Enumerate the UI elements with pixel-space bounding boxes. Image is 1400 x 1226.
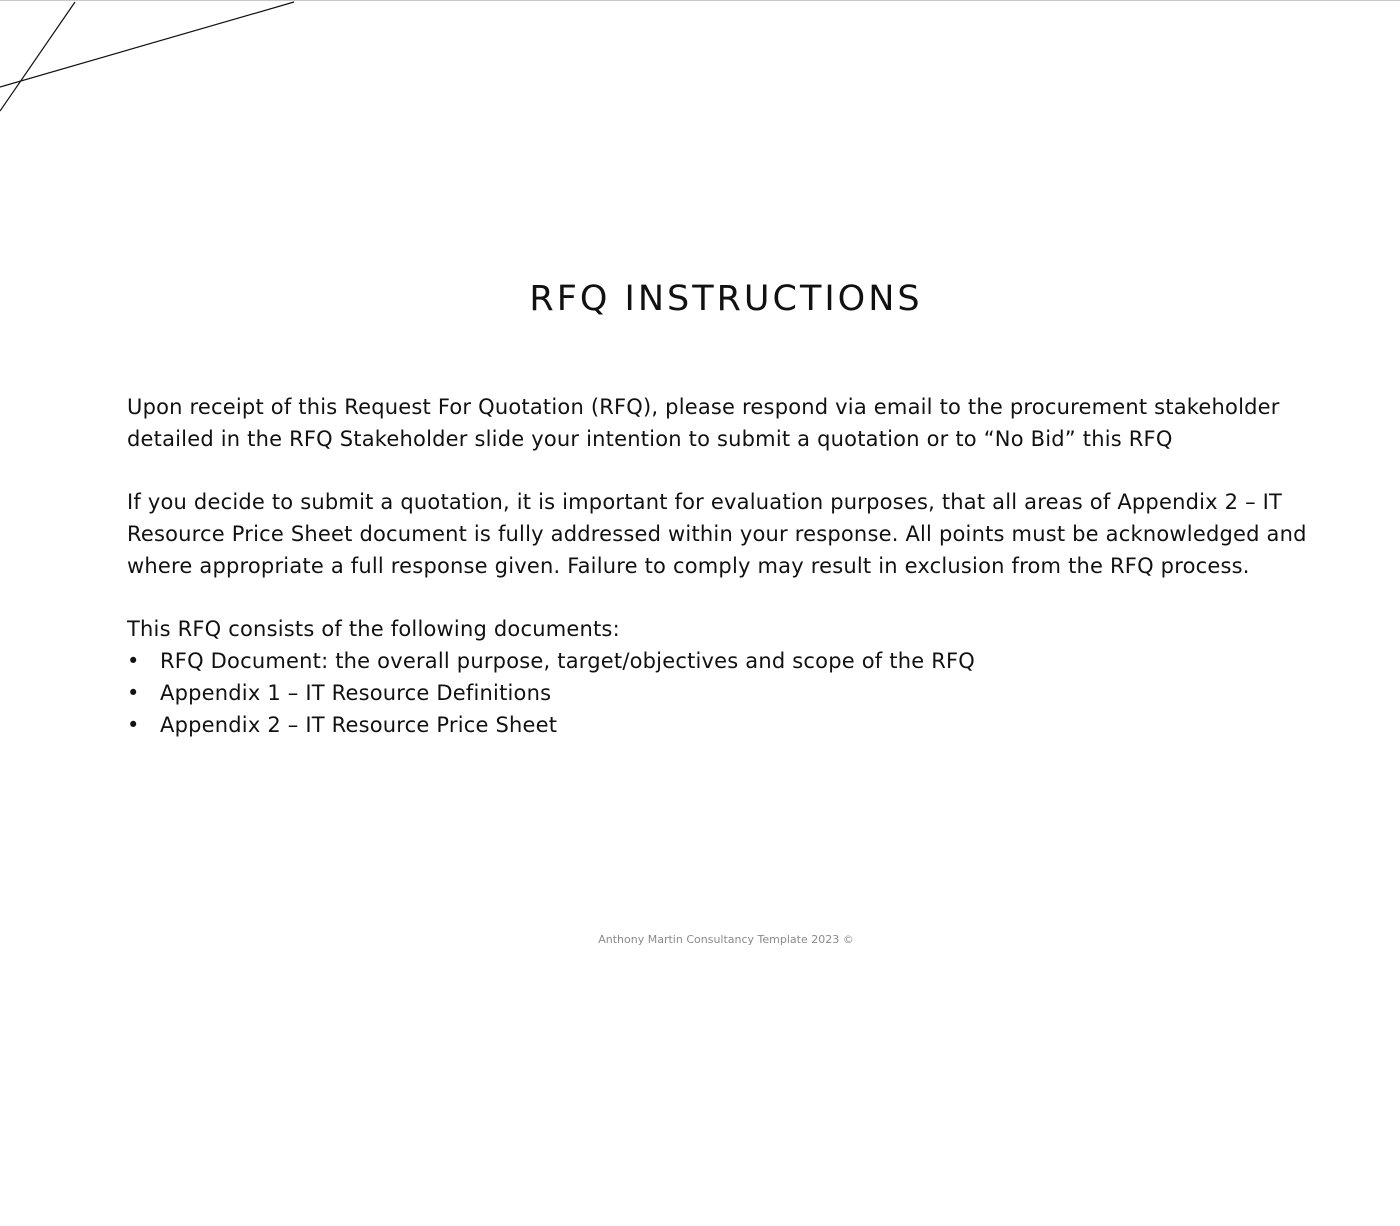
page-title: RFQ INSTRUCTIONS <box>529 279 923 319</box>
documents-list <box>127 645 1317 741</box>
bullet-icon: • <box>127 713 140 737</box>
bullet-icon: • <box>127 649 140 673</box>
document-name: RFQ Document: the overall purpose, target/objectives and scope of the RFQ <box>160 649 975 673</box>
diagonal-line-steep <box>0 2 75 111</box>
bullet-icon: • <box>127 681 140 705</box>
document-name: Appendix 1 – IT Resource Definitions <box>160 681 552 705</box>
diagonal-line-shallow <box>0 2 294 87</box>
footer-copyright: Anthony Martin Consultancy Template 2023 © <box>598 933 854 946</box>
corner-decoration-lines <box>0 0 300 115</box>
submission-paragraph: If you decide to submit a quotation, it is important for evaluation purposes, that all areas of Appendix 2 – IT Resource Price Sheet document is fully addressed within your response. All points must be acknowledged and where appropriate a full response given. Failure to comply may result in exclusion from the RFQ process. <box>127 490 1307 578</box>
document-name: Appendix 2 – IT Resource Price Sheet <box>160 713 558 737</box>
receipt-paragraph: Upon receipt of this Request For Quotation (RFQ), please respond via email to the procurement stakeholder detailed in the RFQ Stakeholder slide your intention to submit a quotation or to “No Bid” this RFQ <box>127 395 1280 451</box>
list-item <box>127 645 1317 677</box>
list-item <box>127 709 1317 741</box>
instructions-body <box>127 391 1317 741</box>
documents-intro: This RFQ consists of the following documents: <box>127 617 620 641</box>
list-item <box>127 677 1317 709</box>
